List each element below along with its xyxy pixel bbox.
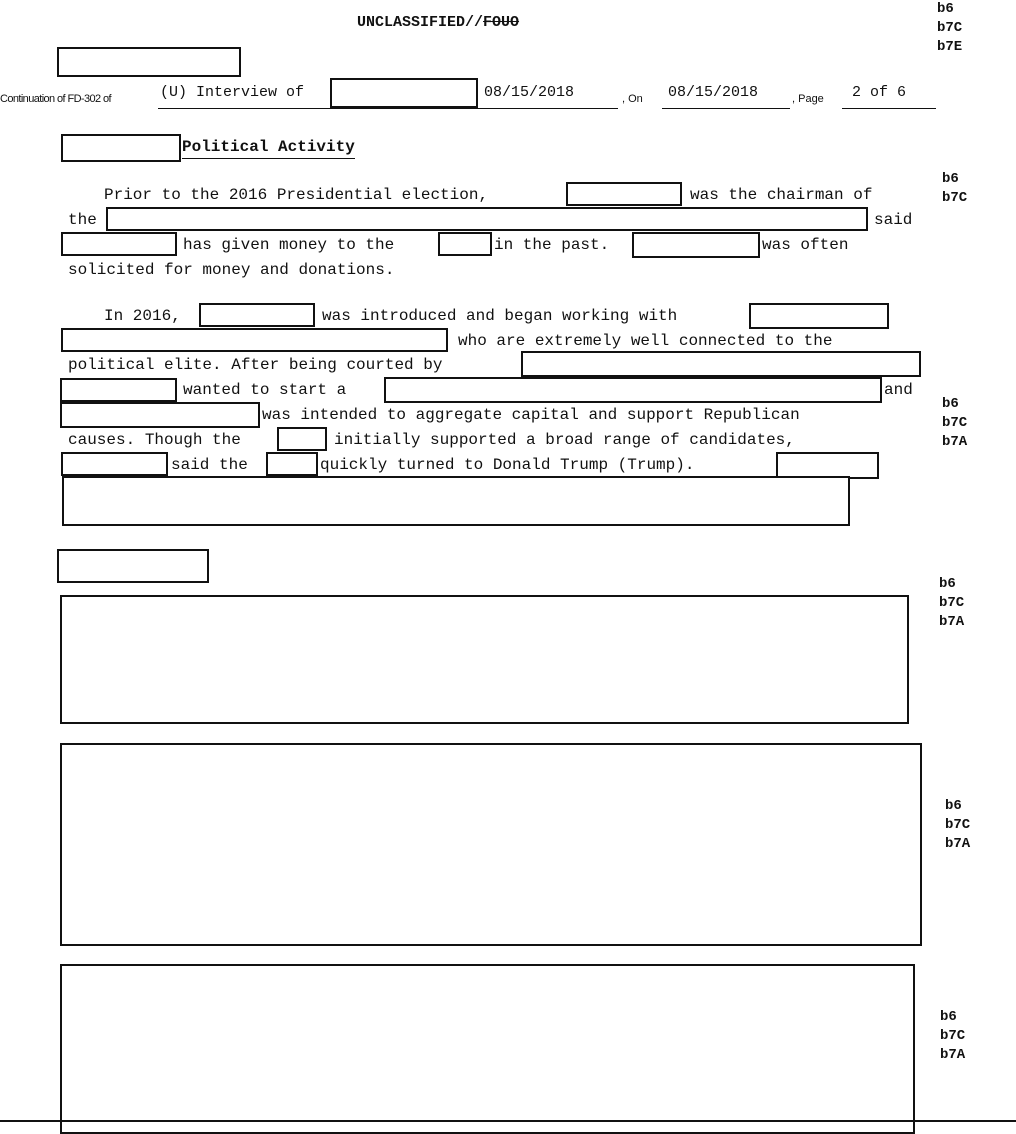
redaction-box-caption [57, 47, 241, 77]
p2-line4-a: wanted to start a [183, 381, 347, 399]
redaction-box [632, 232, 760, 258]
redaction-box [521, 351, 921, 377]
p2-line6-a: causes. Though the [68, 431, 241, 449]
redaction-box [61, 452, 168, 476]
exemption-code: b6 [942, 171, 959, 187]
exemption-code: b7A [939, 614, 965, 630]
exemption-code: b7C [940, 1028, 966, 1044]
redaction-block-2 [60, 743, 922, 946]
p1-line3-c: was often [762, 236, 849, 254]
exemption-code: b7C [942, 190, 968, 206]
classification-prefix: UNCLASSIFIED// [357, 14, 484, 31]
exemption-codes-block2 [945, 797, 970, 854]
page-bottom-rule [0, 1120, 1016, 1122]
page-label: , Page [792, 93, 824, 105]
redaction-block-3 [60, 964, 915, 1134]
p2-line1-a: In 2016, [104, 307, 181, 325]
exemption-code: b7E [937, 39, 963, 55]
exemption-code: b7A [940, 1047, 966, 1063]
p2-line2: who are extremely well connected to the [458, 332, 833, 350]
exemption-code: b7C [942, 415, 968, 431]
p2-line1-b: was introduced and began working with [322, 307, 678, 325]
p2-line6-b: initially supported a broad range of candidates, [334, 431, 795, 449]
section-heading: Political Activity [182, 138, 355, 159]
exemption-code: b6 [942, 396, 959, 412]
redaction-box-subheading [57, 549, 209, 583]
p1-line1-b: was the chairman of [690, 186, 873, 204]
exemption-code: b6 [937, 1, 954, 17]
redaction-box-heading [61, 134, 181, 162]
p2-line7-a: said the [171, 456, 248, 474]
exemption-code: b6 [945, 798, 962, 814]
redaction-box [106, 207, 868, 231]
redaction-box-subject [330, 78, 478, 108]
exemption-code: b7A [942, 434, 968, 450]
exemption-code: b7A [945, 836, 971, 852]
redaction-box [566, 182, 682, 206]
continuation-label: Continuation of FD-302 of [0, 93, 111, 105]
redaction-box [776, 452, 879, 479]
subject-prefix: (U) Interview of [160, 84, 305, 101]
redaction-box [62, 476, 850, 526]
redaction-block-1 [60, 595, 909, 724]
p1-line3-b: in the past. [494, 236, 610, 254]
p1-line3-a: has given money to the [183, 236, 395, 254]
classification-marking [357, 14, 519, 31]
exemption-codes-block1 [939, 575, 964, 632]
interview-date: 08/15/2018 [484, 84, 575, 101]
redaction-box [61, 328, 448, 352]
p2-line7-b: quickly turned to Donald Trump (Trump). [320, 456, 695, 474]
exemption-codes-block3 [940, 1008, 965, 1065]
redaction-box [199, 303, 315, 327]
classification-struck: FOUO [483, 14, 520, 31]
redaction-box [266, 452, 318, 476]
redaction-box [749, 303, 889, 329]
p1-line2-b: said [874, 211, 913, 229]
p1-line2-a: the [68, 211, 97, 229]
redaction-box [438, 232, 492, 256]
p1-line4: solicited for money and donations. [68, 261, 395, 279]
drafted-date: 08/15/2018 [668, 84, 759, 101]
redaction-box [61, 232, 177, 256]
p2-line4-b: and [884, 381, 913, 399]
exemption-code: b7C [945, 817, 971, 833]
exemption-codes-p1 [942, 170, 967, 208]
exemption-codes-p2 [942, 395, 967, 452]
redaction-box [277, 427, 327, 451]
exemption-code: b7C [939, 595, 965, 611]
p2-line5: was intended to aggregate capital and support Republican [262, 406, 800, 424]
on-label: , On [622, 93, 643, 105]
p2-line3: political elite. After being courted by [68, 356, 443, 374]
redaction-box [60, 378, 177, 402]
exemption-codes-top [937, 0, 962, 57]
exemption-code: b6 [940, 1009, 957, 1025]
exemption-code: b6 [939, 576, 956, 592]
exemption-code: b7C [937, 20, 963, 36]
page-number: 2 of 6 [852, 84, 907, 101]
p1-line1-a: Prior to the 2016 Presidential election, [104, 186, 489, 204]
redaction-box [60, 402, 260, 428]
redaction-box [384, 377, 882, 403]
